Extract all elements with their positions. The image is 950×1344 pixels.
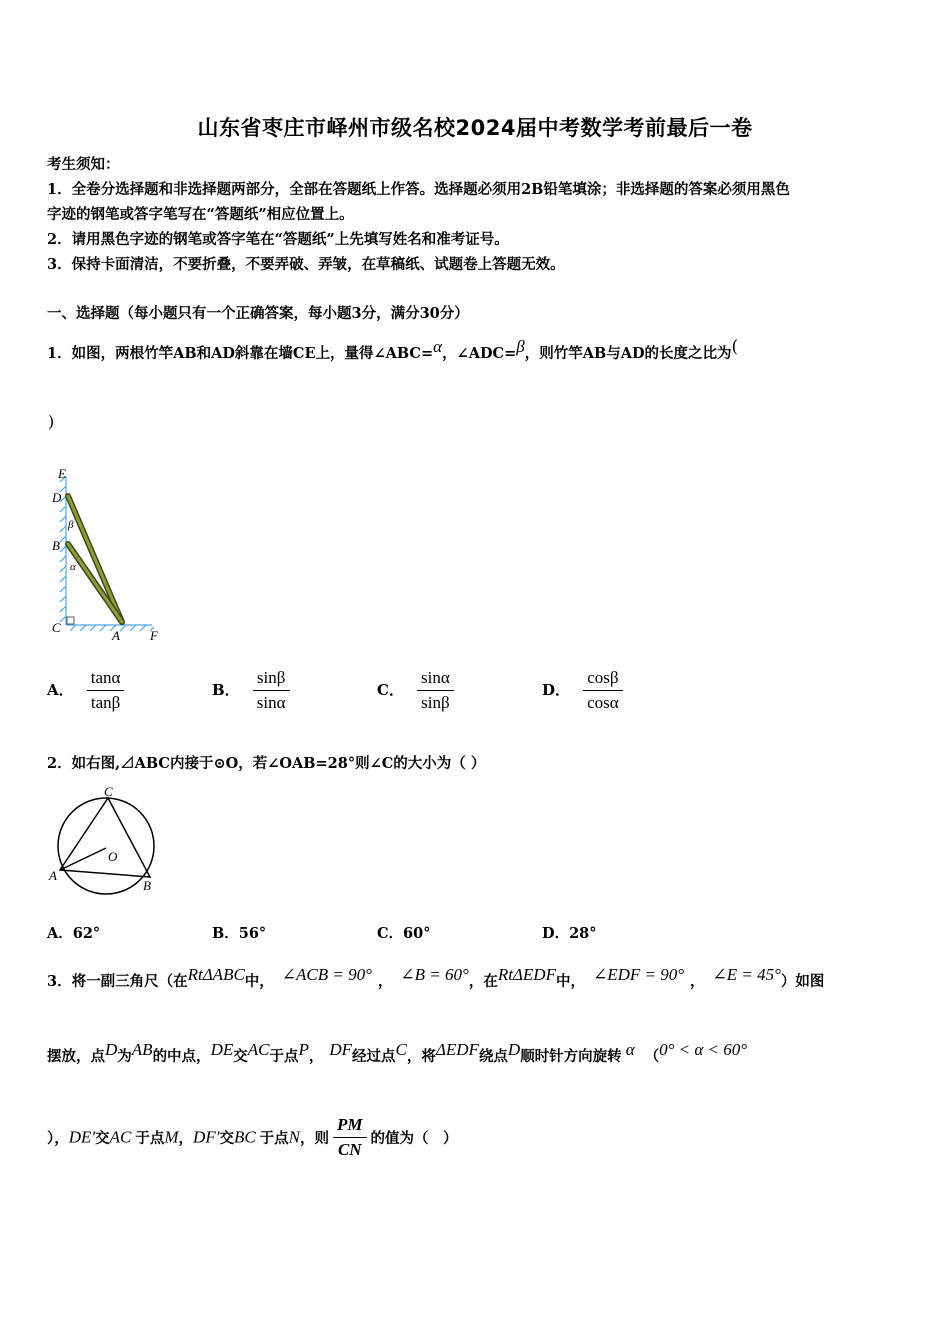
q3-l2-t1: 摆放，点 <box>47 1047 105 1065</box>
label-A: A <box>49 868 57 883</box>
q1-open-paren: ( <box>731 337 739 357</box>
q3-l1-t4: ，在 <box>468 972 498 990</box>
q3-l1-t7: ）如图 <box>780 972 825 990</box>
q3-l2-t10: 顺时针方向旋转 <box>520 1047 622 1065</box>
q3-l3-t1: ）， <box>47 1130 69 1147</box>
q1-b-denominator: sinα <box>256 693 286 712</box>
math-de: DE <box>210 1040 234 1059</box>
q1-text-c: ，则竹竿AB与AD的长度之比为 <box>524 344 732 362</box>
fraction-pm: PM <box>333 1115 367 1138</box>
math-angle-acb: ∠ACB = 90° <box>281 965 372 984</box>
q1-close-paren: ) <box>48 412 55 431</box>
label-B: B <box>143 878 151 893</box>
q1-c-denominator: sinβ <box>421 693 450 712</box>
label-O: O <box>108 849 118 864</box>
label-A: A <box>112 628 120 643</box>
q3-l3-t6: 于点 <box>259 1130 289 1147</box>
label-alpha: α <box>70 561 76 573</box>
q3-l2-t11: （ <box>644 1047 660 1065</box>
ground-hatch <box>66 625 154 631</box>
q3-l3-t3: 于点 <box>135 1130 165 1147</box>
q3-l2-t3: 的中点， <box>152 1047 211 1065</box>
section-heading: 一、选择题（每小题只有一个正确答案，每小题3分，满分30分） <box>47 305 469 322</box>
math-alpha: α <box>625 1040 635 1059</box>
math-alpha-range: 0° < α < 60° <box>659 1040 748 1059</box>
notice-line-2: 2．请用黑色字迹的钢笔或答字笔在“答题纸”上先填写姓名和准考证号。 <box>47 231 509 248</box>
math-edf: ΔEDF <box>435 1040 479 1059</box>
math-rt-edf: RtΔEDF <box>497 965 556 984</box>
q2-circle-figure <box>46 786 166 896</box>
q3-l3-t7: ，则 <box>300 1130 330 1147</box>
question-2-text: 2．如右图,⊿ABC内接于⊙O，若∠OAB=28°则∠C的大小为（ ） <box>47 755 486 772</box>
q1-bamboo-figure <box>44 462 174 647</box>
q3-l2-t6: ， <box>308 1047 324 1065</box>
q2-option-c[interactable]: C．60° <box>377 925 431 942</box>
q3-l2-t8: ，将 <box>406 1047 436 1065</box>
math-c: C <box>395 1040 407 1059</box>
q1-option-d[interactable]: D． $\frac{\cos\beta}{\cos\alpha}$ <box>542 668 623 713</box>
label-F: F <box>150 628 158 643</box>
q3-l2-t2: 为 <box>117 1047 132 1065</box>
q1-a-numerator: tanα <box>87 668 125 691</box>
label-D: D <box>52 490 62 505</box>
label-B: B <box>52 538 60 553</box>
q2-option-a[interactable]: A．62° <box>47 925 101 942</box>
q1-option-c[interactable]: C． $\frac{\sin\alpha}{\sin\beta}$ <box>377 668 454 713</box>
notice-heading: 考生须知： <box>47 156 120 173</box>
q1-a-denominator: tanβ <box>90 693 121 712</box>
math-d: D <box>105 1040 118 1059</box>
label-beta: β <box>68 519 74 531</box>
notice-line-3: 3．保持卡面清洁，不要折叠，不要弄破、弄皱，在草稿纸、试题卷上答题无效。 <box>47 256 565 273</box>
q1-text-b: ，∠ADC= <box>442 344 517 362</box>
notice-line-1b: 字迹的钢笔或答字笔写在“答题纸”相应位置上。 <box>47 206 354 223</box>
math-ab: AB <box>131 1040 153 1059</box>
q3-l3-t2: 交 <box>95 1130 110 1147</box>
math-angle-e: ∠E = 45° <box>712 965 781 984</box>
q3-l1-t3: ， <box>377 972 393 990</box>
q3-l1-t5: 中， <box>555 972 585 990</box>
q1-d-numerator: cosβ <box>583 668 623 691</box>
q3-l3-t5: 交 <box>219 1130 234 1147</box>
math-bc: BC <box>233 1127 256 1147</box>
label-C: C <box>52 620 61 635</box>
q1-option-b[interactable]: B． $\frac{\sin\beta}{\sin\alpha}$ <box>212 668 290 713</box>
math-angle-edf: ∠EDF = 90° <box>592 965 685 984</box>
q3-l2-t5: 于点 <box>269 1047 299 1065</box>
math-df: DF <box>329 1040 353 1059</box>
math-ac-2: AC <box>109 1127 132 1147</box>
q1-alpha: α <box>433 337 443 356</box>
math-de-prime: DE′ <box>68 1127 96 1147</box>
question-1-text <box>47 332 738 369</box>
q2-option-b[interactable]: B．56° <box>212 925 267 942</box>
math-p: P <box>298 1040 309 1059</box>
q3-l3-t8: 的值为（ ） <box>370 1130 458 1147</box>
page-title: 山东省枣庄市峄州市级名校2024届中考数学考前最后一卷 <box>197 116 753 140</box>
q3-l3-t4: ， <box>178 1130 194 1147</box>
q1-b-numerator: sinβ <box>253 668 290 691</box>
question-3-line-2 <box>47 1033 747 1074</box>
q1-text-a: 1．如图，两根竹竿AB和AD斜靠在墙CE上，量得∠ABC= <box>47 344 434 362</box>
math-angle-b: ∠B = 60° <box>400 965 469 984</box>
q3-l2-t7: 经过点 <box>352 1047 396 1065</box>
q3-l1-t6: ， <box>690 972 705 990</box>
math-n: N <box>288 1127 301 1147</box>
q3-l1-t1: 3．将一副三角尺（在 <box>47 972 188 990</box>
circle-o <box>58 798 154 894</box>
fraction-cn: CN <box>337 1140 362 1159</box>
math-ac: AC <box>247 1040 270 1059</box>
label-E: E <box>58 466 66 481</box>
math-rt-abc: RtΔABC <box>187 965 245 984</box>
question-3-line-3 <box>47 1115 458 1160</box>
q3-l2-t9: 绕点 <box>478 1047 508 1065</box>
right-angle-mark <box>67 617 74 624</box>
q1-option-a[interactable]: A． $\frac{\tan\alpha}{\tan\beta}$ <box>47 668 124 713</box>
notice-line-1a: 1．全卷分选择题和非选择题两部分，全部在答题纸上作答。选择题必须用2B铅笔填涂；非选择题的答案必须用黑色 <box>47 181 790 198</box>
question-3-line-1 <box>47 958 824 999</box>
q1-d-denominator: cosα <box>587 693 619 712</box>
q1-c-numerator: sinα <box>417 668 454 691</box>
math-df-prime: DF′ <box>193 1127 220 1147</box>
q2-option-d[interactable]: D．28° <box>542 925 597 942</box>
q1-beta: β <box>516 337 525 356</box>
math-m: M <box>164 1127 179 1147</box>
q3-l2-t4: 交 <box>233 1047 248 1065</box>
q3-l1-t2: 中， <box>244 972 274 990</box>
math-d-center: D <box>507 1040 521 1059</box>
label-C: C <box>104 786 113 799</box>
